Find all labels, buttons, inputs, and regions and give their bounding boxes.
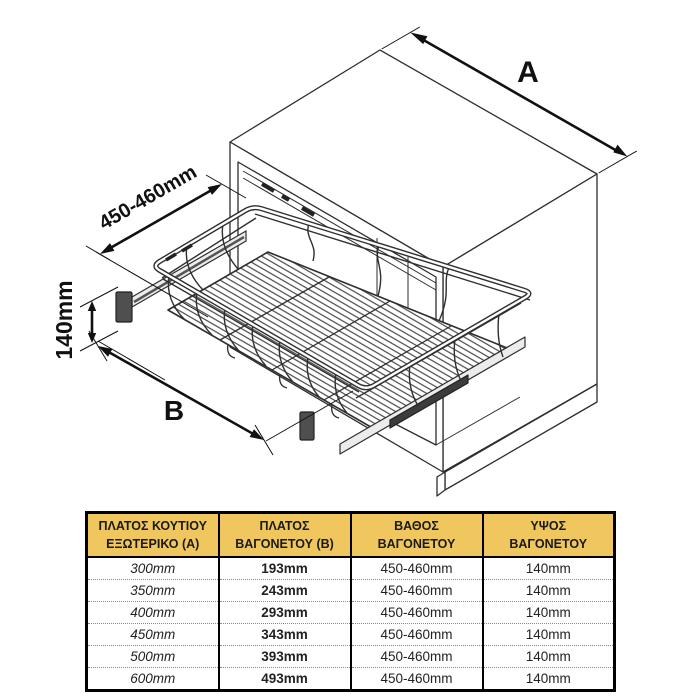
dim-b-label: B: [163, 395, 185, 426]
spec-table-header: [87, 513, 615, 558]
spec-cell: 343mm: [219, 624, 351, 646]
spec-cell: 350mm: [87, 580, 219, 602]
left-runner-endcap: [116, 292, 132, 322]
spec-cell: 450-460mm: [351, 602, 483, 624]
spec-cell: 450-460mm: [351, 580, 483, 602]
spec-table-body: [87, 557, 615, 691]
right-runner-endcap: [300, 412, 314, 440]
spec-cell: 450-460mm: [351, 646, 483, 668]
spec-table-row: [87, 580, 615, 602]
spec-cell: 140mm: [483, 624, 615, 646]
spec-cell: 600mm: [87, 668, 219, 691]
dim-a-label: A: [517, 56, 539, 89]
spec-col-header-0: ΠΛΑΤΟΣ ΚΟΥΤΙΟΥ ΕΞΩΤΕΡΙΚΟ (A): [87, 513, 219, 558]
spec-cell: 400mm: [87, 602, 219, 624]
dim-height-label: 140mm: [51, 280, 77, 360]
spec-table-row: [87, 668, 615, 691]
spec-cell: 300mm: [87, 557, 219, 580]
spec-cell: 243mm: [219, 580, 351, 602]
spec-cell: 140mm: [483, 580, 615, 602]
spec-cell: 193mm: [219, 557, 351, 580]
spec-cell: 450-460mm: [351, 624, 483, 646]
spec-col-header-1: ΠΛΑΤΟΣ ΒΑΓΟΝΕΤΟΥ (B): [219, 513, 351, 558]
spec-cell: 140mm: [483, 557, 615, 580]
spec-table-container: [85, 511, 616, 692]
spec-cell: 450-460mm: [351, 668, 483, 691]
spec-table-row: [87, 557, 615, 580]
spec-table: [85, 511, 616, 692]
spec-table-row: [87, 646, 615, 668]
spec-cell: 140mm: [483, 646, 615, 668]
spec-cell: 140mm: [483, 602, 615, 624]
spec-cell: 293mm: [219, 602, 351, 624]
spec-col-header-3: ΥΨΟΣ ΒΑΓΟΝΕΤΟΥ: [483, 513, 615, 558]
spec-cell: 450-460mm: [351, 557, 483, 580]
spec-table-row: [87, 624, 615, 646]
spec-col-header-2: ΒΑΘΟΣ ΒΑΓΟΝΕΤΟΥ: [351, 513, 483, 558]
spec-cell: 140mm: [483, 668, 615, 691]
spec-cell: 493mm: [219, 668, 351, 691]
spec-cell: 500mm: [87, 646, 219, 668]
spec-table-row: [87, 602, 615, 624]
spec-cell: 450mm: [87, 624, 219, 646]
cabinet-plinth-edge: [437, 472, 445, 496]
dim-depth-label: 450-460mm: [95, 161, 201, 235]
spec-cell: 393mm: [219, 646, 351, 668]
